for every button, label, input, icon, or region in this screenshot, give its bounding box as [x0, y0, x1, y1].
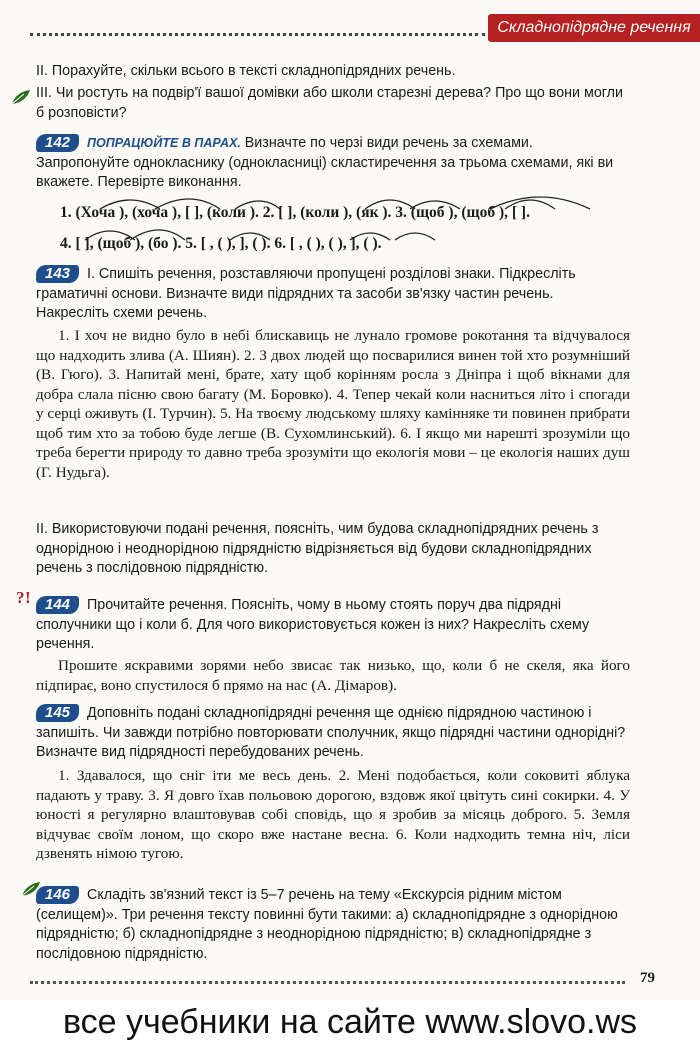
- exercise-task: Прочитайте речення. Поясніть, чому в ньому стоять поруч два підрядні сполучники що і коли б. Для чого використовується кожен із них? Накресліть схему речення.: [36, 597, 590, 652]
- exercise-145: [36, 704, 626, 763]
- svg-text:!: !: [25, 588, 31, 606]
- exercise-143-task-2: II. Використовуючи подані речення, поясніть, чим будова складнопідрядних речень з однорідною і неоднорідною підрядністю відрізняється від будови складнопідрядних речень з послідовною підрядністю.: [36, 521, 599, 576]
- site-watermark: все учебники на сайте www.slovo.ws: [62, 1003, 637, 1041]
- exercise-144-sentence: Прошите яскравими зорями небо звисає так низько, що, коли б не скеля, яка його підпирає, воно спустилося б прямо на нас (А. Дімаров).: [36, 657, 630, 694]
- exercise-142: [36, 134, 626, 193]
- exercise-task: I. Спишіть речення, розставляючи пропущені розділові знаки. Підкресліть граматичні основи. Визначте види підрядних та засоби зв'язку частин речень. Накресліть схеми речень.: [36, 266, 576, 321]
- footer-divider: [30, 981, 625, 984]
- section-header: Складнопідрядне речення: [488, 14, 700, 42]
- exercise-number: 142: [36, 134, 79, 152]
- svg-text:?: ?: [16, 588, 25, 606]
- exercise-number: 144: [36, 596, 79, 614]
- exercise-text: Визначте по черзі види речень за схемами. Запропонуйте однокласнику (однокласниці) скластиречення за трьома схемами, які ви вкажете. Перевірте виконання.: [36, 135, 614, 190]
- exercise-number: 146: [36, 886, 79, 904]
- exercise-143: [36, 265, 626, 324]
- question-bubble-icon: [14, 588, 36, 606]
- exercise-task: Складіть зв'язний текст із 5–7 речень на тему «Екскурсія рідним містом (селищем)». Три речення тексту повинні бути такими: а) складнопідрядне з однорідною підрядністю; б) складнопідрядне з неоднорідною підрядністю; в) складнопідрядне з послідовною підрядністю.: [36, 887, 618, 962]
- page-number: 79: [640, 970, 655, 986]
- exercise-task: Доповніть подані складнопідрядні речення ще однією підрядною частиною і запишіть. Чи завжди потрібно повторювати сполучник, якщо підрядні частини однорідні? Визначте вид підрядності перебудованих речень.: [36, 705, 626, 760]
- pair-work-label: ПОПРАЦЮЙТЕ В ПАРАХ.: [87, 136, 241, 150]
- exercise-143-sentences: 1. І хоч не видно було в небі блискавиць не лунало громове рокотання та відчувалося що надходить злива (А. Шиян). 2. З двох людей що посварилися винен той хто розумніший (В. Гюго). 3. Напитай мені, брате, хату щоб корінням росла з Дніпра і щоб вікнами для добра слала пісню свою багату (М. Боровко). 4. Тепер чекай коли насниться літо і спогади у серці оживуть (І. Турчин). 5. На твоєму людському шляху камінняке ти повинен прибрати щоб тим хто за тобою буде легше (В. Сухомлинський). 6. І якщо ми нарешті зрозуміли що треба берегти природу то давно треба зрозуміти що екологія мови – це екологія наших душ (Г. Нудьга).: [36, 327, 630, 481]
- header-divider: [30, 33, 485, 36]
- question-2: II. Порахуйте, скільки всього в тексті складнопідрядних речень.: [36, 63, 456, 79]
- exercise-146: [36, 886, 626, 964]
- schemes-line-2: 4. [ ], (щоб ), (бо ). 5. [ , ( ), ], ( ). 6. [ , ( ), ( ), ], ( ).: [60, 235, 382, 252]
- leaf-icon: [10, 88, 32, 106]
- exercise-145-sentences: 1. Здавалося, що сніг іти ме весь день. 2. Мені подобається, коли соковиті яблука падають у траву. 3. Я довго їхав польовою дорогою, вздовж якої цвітуть сині сокирки. 4. У юності я регулярно влаштовував собі сповідь, що я зробив за місяць доброго. 5. Земля відчуває своїм лоном, що скоро вже настане весна. 6. Коли надходить темна ніч, ліси дзвенять німою тугою.: [36, 767, 630, 862]
- exercise-144: [36, 596, 626, 655]
- question-3: III. Чи ростуть на подвір'ї вашої домівки або школи старезні дерева? Про що вони могли б розповісти?: [36, 85, 624, 121]
- exercise-number: 145: [36, 704, 79, 722]
- schemes-line-1: 1. (Хоча ), (хоча ), [ ], (коли ). 2. [ ], (коли ), (як ). 3. (щоб ), (щоб ), [ ].: [60, 204, 530, 221]
- exercise-number: 143: [36, 265, 79, 283]
